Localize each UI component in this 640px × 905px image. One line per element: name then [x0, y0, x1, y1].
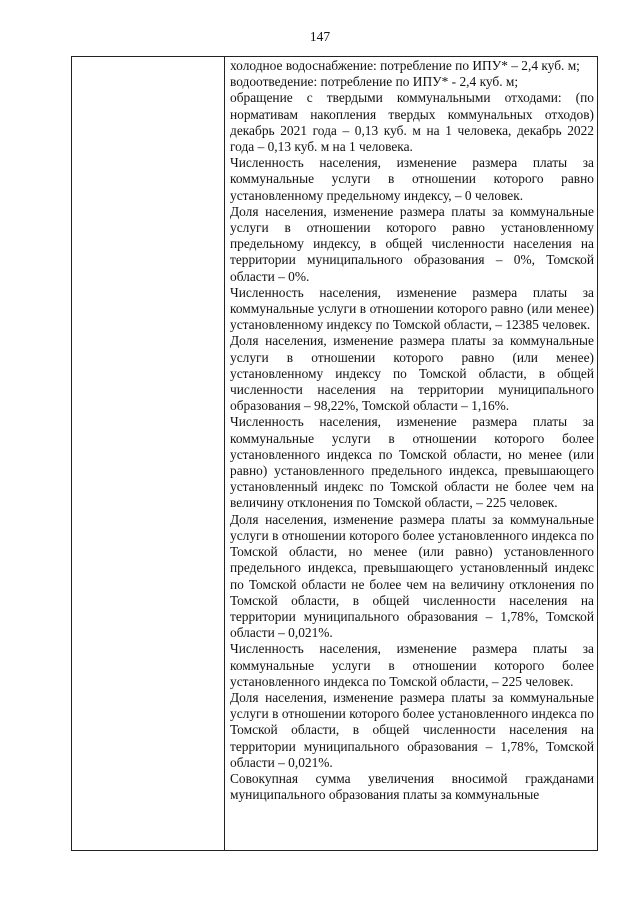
paragraph-cold-water: холодное водоснабжение: потребление по ИПУ* – 2,4 куб. м;: [230, 58, 580, 73]
paragraph-share-above-index-within-limit: Доля населения, изменение размера платы за коммунальные услуги в отношении которого более установленного индекса по Томской области, но менее (или равно) установленного предельного индекса, превышающего установленный индекс по Томской области не более чем на величину отклонения по Томской области, в общей численности населения на территории муниципального образования – 1,78%, Томской области – 0,021%.: [230, 511, 594, 641]
paragraph-total-increase: Совокупная сумма увеличения вносимой гражданами муниципального образования платы за коммунальные: [230, 770, 594, 803]
paragraph-population-equal-limit: Численность населения, изменение размера платы за коммунальные услуги в отношении которого равно установленному предельному индексу, – 0 человек.: [230, 155, 594, 203]
paragraph-share-equal-or-less-index: Доля населения, изменение размера платы за коммунальные услуги в отношении которого равно (или менее) установленному индексу по Томской области, в общей численности населения на территории муниципального образования – 98,22%, Томской области – 1,16%.: [230, 333, 594, 414]
paragraph-share-equal-limit: Доля населения, изменение размера платы за коммунальные услуги в отношении которого равно установленному предельному индексу, в общей численности населения на территории муниципального образования – 0%, Томской области – 0%.: [230, 203, 594, 284]
page-number: 147: [309, 29, 331, 44]
document-table: [71, 56, 598, 851]
paragraph-population-above-index: Численность населения, изменение размера платы за коммунальные услуги в отношении которого более установленного индекса по Томской области, – 225 человек.: [230, 641, 594, 689]
paragraph-sewerage: водоотведение: потребление по ИПУ* - 2,4 куб. м;: [230, 74, 519, 90]
table-left-cell: [72, 57, 225, 850]
paragraph-population-above-index-within-limit: Численность населения, изменение размера платы за коммунальные услуги в отношении которого более установленного индекса по Томской области, но менее (или равно) установленного предельного индекса, превышающего установленный индекс по Томской области не более чем на величину отклонения по Томской области, – 225 человек.: [230, 414, 594, 511]
paragraph-solid-waste: обращение с твердыми коммунальными отходами: (по нормативам накопления твердых коммунальных отходов) декабрь 2021 года – 0,13 куб. м на 1 человека, декабрь 2022 года – 0,13 куб. м на 1 человека.: [230, 90, 594, 155]
table-right-cell: [225, 57, 597, 850]
paragraph-share-above-index: Доля населения, изменение размера платы за коммунальные услуги в отношении которого более установленного индекса по Томской области, в общей численности населения на территории муниципального образования – 1,78%, Томской области – 0,021%.: [230, 689, 594, 770]
paragraph-population-equal-or-less-index: Численность населения, изменение размера платы за коммунальные услуги в отношении которого равно (или менее) установленному индексу по Томской области, – 12385 человек.: [230, 284, 594, 333]
